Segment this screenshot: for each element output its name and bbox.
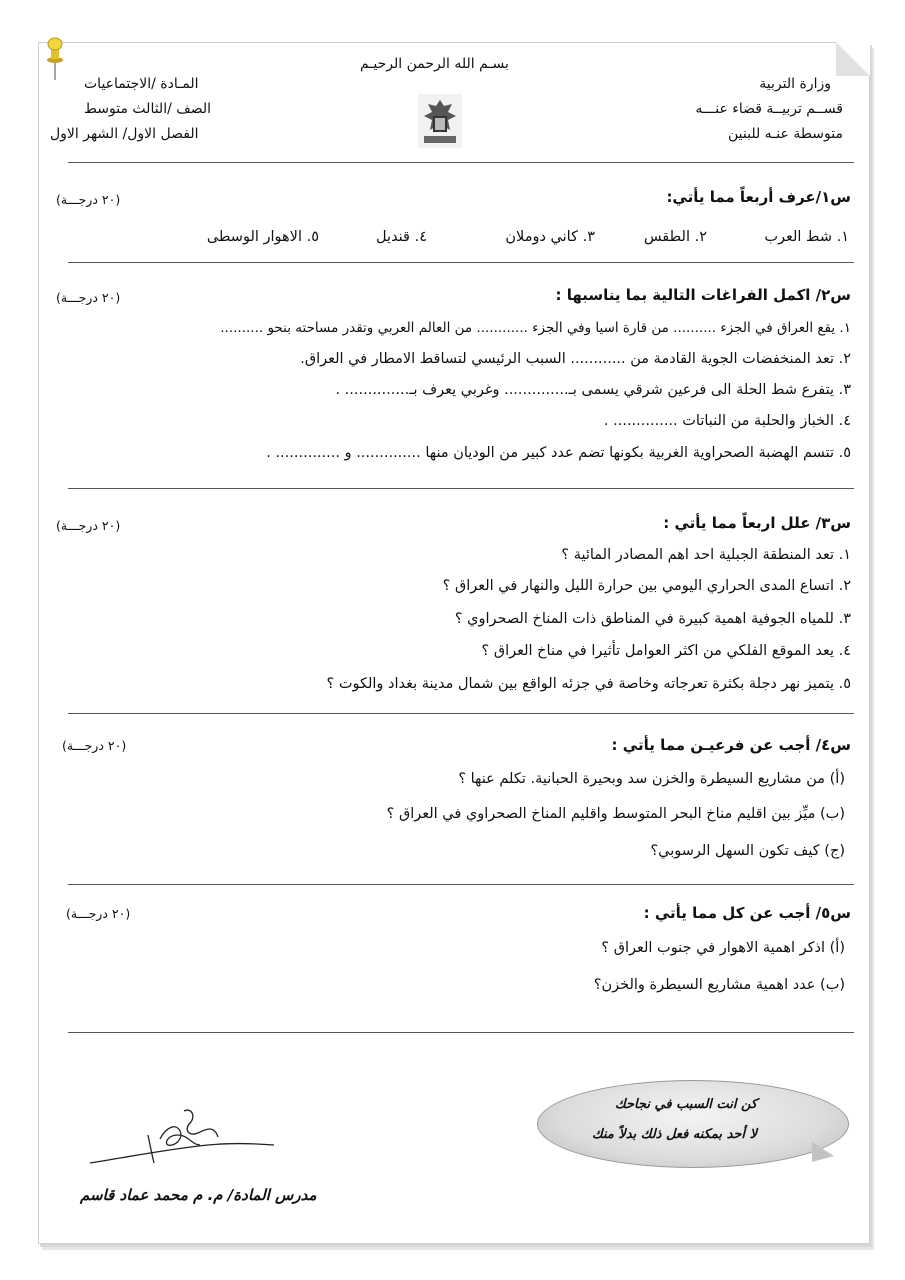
teacher-name: مدرس المادة/ م. م محمد عماد قاسم — [80, 1186, 317, 1204]
q4-grade: (٢٠ درجـــة) — [62, 738, 127, 753]
q1-grade: (٢٠ درجـــة) — [56, 192, 121, 207]
q2-grade: (٢٠ درجـــة) — [56, 290, 121, 305]
motto-bubble — [537, 1080, 849, 1168]
q2-item-5: ٥. تتسم الهضبة الصحراوية الغربية بكونها تضم عدد كبير من الوديان منها .............. و .............. . — [266, 445, 851, 461]
q5-title: س٥/ أجب عن كل مما يأتي : — [643, 904, 851, 922]
q3-item-4: ٤. يعد الموقع الفلكي من اكثر العوامل تأثيرا في مناخ العراق ؟ — [481, 643, 851, 659]
q1-item-1: ١. شط العرب — [764, 229, 849, 245]
q5-divider — [68, 1032, 854, 1033]
motto-line-1: كن انت السبب في نجاحك — [615, 1097, 758, 1112]
q1-divider — [68, 262, 854, 263]
q3-title: س٣/ علل اربعاً مما يأتي : — [663, 514, 851, 532]
iraq-emblem-icon — [418, 94, 462, 148]
q3-item-3: ٣. للمياه الجوفية اهمية كبيرة في المناطق ذات المناخ الصحراوي ؟ — [454, 611, 851, 627]
header-divider — [68, 162, 854, 163]
q1-item-5: ٥. الاهوار الوسطى — [206, 229, 319, 245]
q2-item-3: ٣. يتفرع شط الحلة الى فرعين شرقي يسمى بـ.............. وغربي يعرف بـ.............. . — [335, 382, 851, 398]
q5-item-b: (ب) عدد اهمية مشاريع السيطرة والخزن؟ — [593, 977, 845, 993]
q2-divider — [68, 488, 854, 489]
q3-item-2: ٢. اتساع المدى الحراري اليومي بين حرارة الليل والنهار في العراق ؟ — [442, 578, 851, 594]
q1-item-4: ٤. قنديل — [376, 229, 427, 245]
term: الفصل الاول/ الشهر الاول — [50, 126, 199, 142]
basmala: بسـم الله الرحمن الرحيـم — [360, 56, 509, 72]
pushpin-icon — [44, 36, 66, 82]
q3-item-1: ١. تعد المنطقة الجبلية احد اهم المصادر المائية ؟ — [561, 547, 851, 563]
q5-grade: (٢٠ درجـــة) — [66, 906, 131, 921]
school-name: متوسطة عنـه للبنين — [728, 126, 843, 142]
q4-divider — [68, 884, 854, 885]
directorate: قســم تربيــة قضاء عنـــه — [695, 101, 843, 117]
page-fold-corner — [836, 42, 870, 76]
q4-item-c: (ج) كيف تكون السهل الرسوبي؟ — [650, 843, 845, 859]
q4-item-b: (ب) ميِّز بين اقليم مناخ البحر المتوسط واقليم المناخ الصحراوي في العراق ؟ — [386, 806, 845, 822]
q3-item-5: ٥. يتميز نهر دجلة بكثرة تعرجاته وخاصة في جزئه الواقع بين شمال مدينة بغداد والكوت ؟ — [326, 676, 851, 692]
motto-line-2: لا أحد بمكنه فعل ذلك بدلاً منك — [592, 1127, 757, 1142]
q4-title: س٤/ أجب عن فرعيـن مما يأتي : — [611, 736, 851, 754]
q1-item-2: ٢. الطقس — [643, 229, 707, 245]
motto-bubble-tail — [812, 1142, 834, 1162]
q4-item-a: (أ) من مشاريع السيطرة والخزن سد وبحيرة الحبانية. تكلم عنها ؟ — [458, 771, 845, 787]
q2-title: س٢/ اكمل الفراغات التالية بما يناسبها : — [555, 286, 851, 304]
q2-item-2: ٢. تعد المنخفضات الجوية القادمة من ............ السبب الرئيسي لتساقط الامطار في العراق. — [300, 351, 851, 367]
q1-title: س١/عرف أربعاً مما يأتي: — [666, 188, 851, 206]
grade-level: الصف /الثالث متوسط — [84, 101, 212, 117]
ministry: وزارة التربية — [759, 76, 831, 92]
subject: المـادة /الاجتماعيات — [84, 76, 199, 92]
signature-icon — [88, 1105, 278, 1175]
q3-divider — [68, 713, 854, 714]
q2-item-4: ٤. الخباز والحلبة من النباتات .............. . — [603, 413, 851, 429]
q5-item-a: (أ) اذكر اهمية الاهوار في جنوب العراق ؟ — [601, 940, 845, 956]
q3-grade: (٢٠ درجـــة) — [56, 518, 121, 533]
q1-item-3: ٣. كاني دوملان — [505, 229, 595, 245]
q2-item-1: ١. يقع العراق في الجزء .......... من قارة اسيا وفي الجزء ............ من العالم العربي وتقدر مساحته بنحو .......... — [220, 320, 851, 336]
